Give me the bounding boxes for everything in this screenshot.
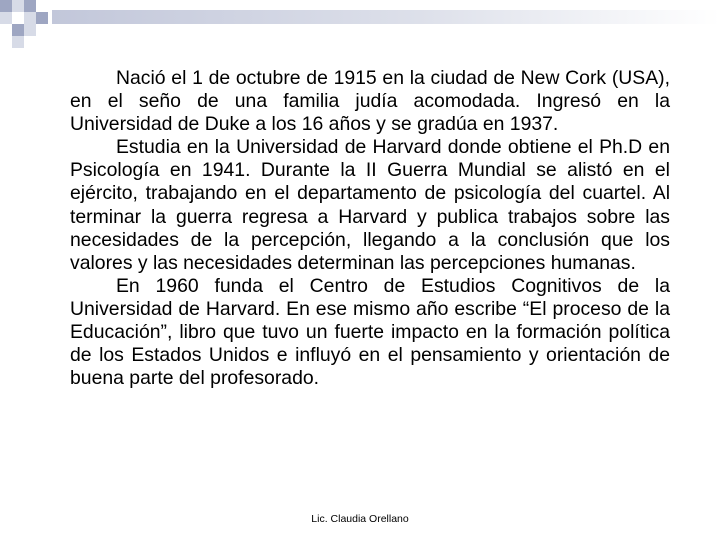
paragraph-1960: En 1960 funda el Centro de Estudios Cognitivos de la Universidad de Harvard. En ese mismo año escribe “El proceso de la Educación”, libro que tuvo un fuerte impacto en la formación política de los Estados Unidos e influyó en el pensamiento y orientación de buena parte del profesorado. — [70, 274, 670, 390]
gradient-band — [52, 10, 720, 24]
deco-square-9 — [12, 36, 24, 48]
deco-square-1 — [0, 0, 12, 12]
paragraph-harvard: Estudia en la Universidad de Harvard donde obtiene el Ph.D en Psicología en 1941. Durante la II Guerra Mundial se alistó en el ejército, trabajando en el departamento de psicología del cuartel. Al terminar la guerra regresa a Harvard y publica trabajos sobre las necesidades de la percepción, llegando a la conclusión que los valores y las necesidades determinan las percepciones humanas. — [70, 136, 670, 274]
header-decoration — [0, 0, 720, 60]
deco-square-2 — [12, 0, 24, 12]
paragraph-birth: Nació el 1 de octubre de 1915 en la ciudad de New Cork (USA), en el seño de una familia judía acomodada. Ingresó en la Universidad de Duke a los 16 años y se gradúa en 1937. — [70, 67, 670, 136]
deco-square-6 — [36, 12, 48, 24]
deco-square-4 — [0, 12, 12, 24]
body-text — [70, 67, 670, 390]
deco-square-5 — [24, 12, 36, 24]
deco-square-8 — [24, 24, 36, 36]
footer-author: Lic. Claudia Orellano — [311, 513, 409, 525]
deco-square-7 — [12, 24, 24, 36]
deco-square-3 — [24, 0, 36, 12]
